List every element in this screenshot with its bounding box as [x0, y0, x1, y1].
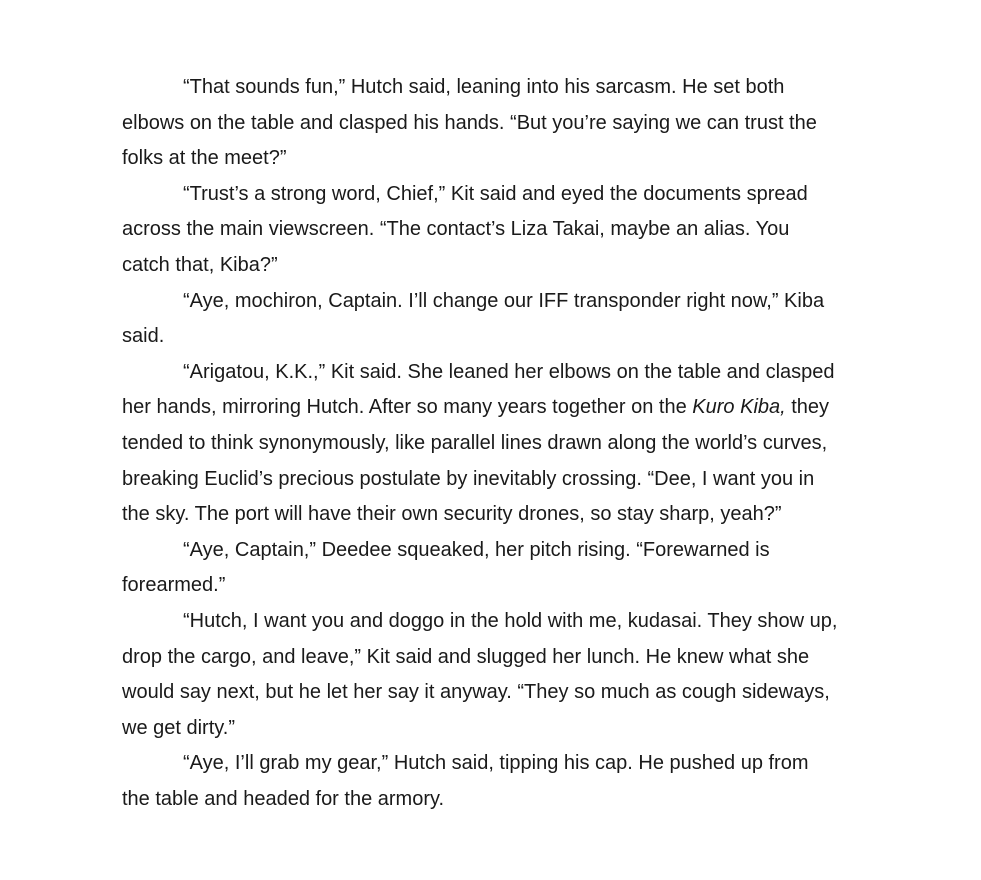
text-line: “Hutch, I want you and doggo in the hold with me, kudasai. They show up, — [183, 609, 838, 632]
text-line: “Aye, Captain,” Deedee squeaked, her pitch rising. “Forewarned is — [183, 538, 770, 561]
text-line — [122, 390, 867, 426]
document-page — [122, 70, 867, 817]
text-line: across the main viewscreen. “The contact’s Liza Takai, maybe an alias. You — [122, 218, 790, 241]
text-line: forearmed.” — [122, 574, 226, 597]
text-line: “Trust’s a strong word, Chief,” Kit said and eyed the documents spread — [183, 182, 808, 205]
text-line: elbows on the table and clasped his hands. “But you’re saying we can trust the — [122, 111, 817, 134]
paragraph — [122, 533, 867, 604]
paragraph — [122, 284, 867, 355]
text-line: tended to think synonymously, like parallel lines drawn along the world’s curves, — [122, 431, 828, 454]
text-line: would say next, but he let her say it anyway. “They so much as cough sideways, — [122, 681, 830, 704]
text-line: the sky. The port will have their own security drones, so stay sharp, yeah?” — [122, 503, 782, 526]
text-line: “Aye, mochiron, Captain. I’ll change our IFF transponder right now,” Kiba — [183, 289, 825, 312]
text-line: we get dirty.” — [122, 716, 235, 739]
paragraph — [122, 177, 867, 284]
text-line: catch that, Kiba?” — [122, 253, 278, 276]
ship-name-italic: Kuro Kiba, — [692, 396, 786, 419]
text-line: breaking Euclid’s precious postulate by inevitably crossing. “Dee, I want you in — [122, 467, 815, 490]
text-line: folks at the meet?” — [122, 147, 287, 170]
text-segment: they — [785, 396, 830, 419]
paragraph — [122, 604, 867, 746]
text-line: “That sounds fun,” Hutch said, leaning into his sarcasm. He set both — [183, 76, 785, 98]
text-line: the table and headed for the armory. — [122, 787, 445, 810]
text-line: drop the cargo, and leave,” Kit said and slugged her lunch. He knew what she — [122, 645, 810, 668]
paragraph — [122, 746, 867, 817]
text-line: “Aye, I’ll grab my gear,” Hutch said, tipping his cap. He pushed up from — [183, 752, 809, 775]
text-line: “Arigatou, K.K.,” Kit said. She leaned her elbows on the table and clasped — [183, 360, 835, 383]
paragraph — [122, 70, 867, 177]
text-line: said. — [122, 325, 165, 348]
paragraph — [122, 355, 867, 533]
text-segment: her hands, mirroring Hutch. After so many years together on the — [122, 396, 693, 419]
